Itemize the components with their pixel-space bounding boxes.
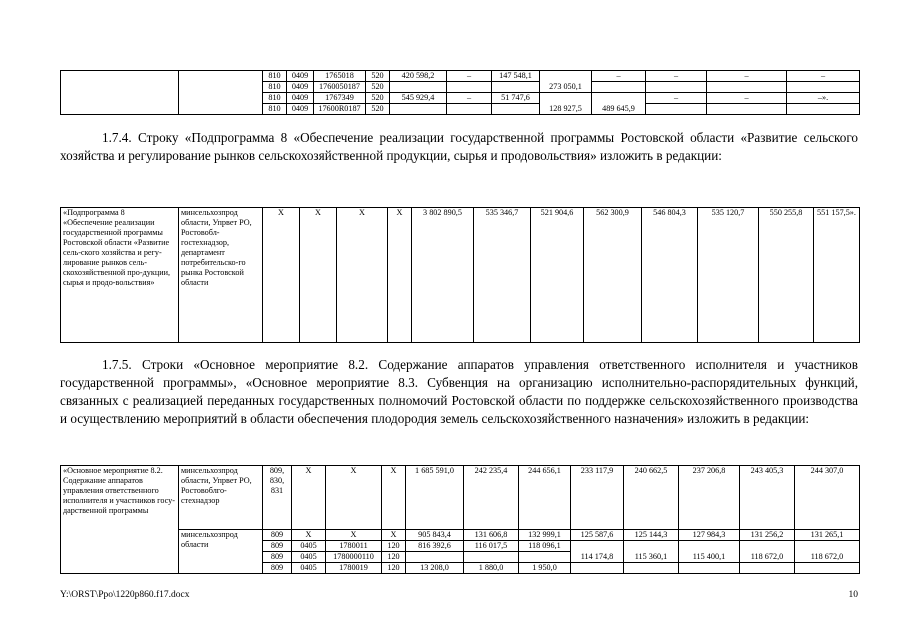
cell — [447, 104, 492, 115]
table-top — [60, 70, 860, 115]
paragraph-1-7-5: 1.7.5. Строки «Основное мероприятие 8.2. Содержание аппаратов управления ответственного исполнителя и участников государственной программы», «Основное мероприятие 8.3. Субвенция на организацию исполнительно-распорядительных функций, связанных с реализацией переданных государственных полномочий Ростовской области по поддержке сельскохозяйственного производства и осуществлению мероприятий в области обеспечения плодородия земель сельскохозяйственного назначения» изложить в редакции: — [60, 357, 858, 426]
cell: Х — [326, 530, 382, 541]
cell: 546 804,3 — [642, 208, 698, 343]
cell: 125 144,3 — [624, 530, 679, 541]
cell: 0409 — [287, 93, 314, 104]
cell: 118 672,0 — [740, 541, 795, 563]
cell: Х — [382, 466, 406, 530]
cell: 120 — [382, 552, 406, 563]
cell: – — [787, 71, 860, 82]
cell — [571, 563, 624, 574]
cell: – — [646, 71, 707, 82]
cell — [646, 82, 707, 93]
cell — [707, 82, 787, 93]
cell — [679, 563, 740, 574]
cell: 237 206,8 — [679, 466, 740, 530]
cell: 520 — [366, 71, 390, 82]
cell — [624, 563, 679, 574]
cell: 0409 — [287, 71, 314, 82]
cell: 1765018 — [314, 71, 366, 82]
cell — [492, 82, 540, 93]
cell: 521 904,6 — [531, 208, 584, 343]
cell: – — [707, 93, 787, 104]
cell: – — [646, 93, 707, 104]
cell: 131 606,8 — [464, 530, 519, 541]
cell — [390, 104, 447, 115]
cell: Х — [382, 530, 406, 541]
cell — [519, 552, 571, 563]
row-name: «Основное мероприятие 8.2. Содержание аппаратов управления ответственного исполнителя и участников госу-дарственной программы — [61, 466, 179, 574]
cell: 810 — [263, 93, 287, 104]
cell — [464, 552, 519, 563]
cell: 562 300,9 — [584, 208, 642, 343]
cell: 520 — [366, 104, 390, 115]
cell: 114 174,8 — [571, 541, 624, 563]
cell — [787, 104, 860, 115]
cell: 233 117,9 — [571, 466, 624, 530]
cell: 420 598,2 — [390, 71, 447, 82]
cell: 816 392,6 — [406, 541, 464, 552]
cell: – — [592, 71, 646, 82]
cell: –». — [787, 93, 860, 104]
cell: Х — [300, 208, 337, 343]
cell: 545 929,4 — [390, 93, 447, 104]
cell — [740, 563, 795, 574]
cell: 13 208,0 — [406, 563, 464, 574]
cell: 131 265,1 — [795, 530, 860, 541]
table-measure-8-2 — [60, 465, 860, 574]
cell: – — [707, 71, 787, 82]
cell: 1780019 — [326, 563, 382, 574]
cell — [61, 71, 179, 115]
cell: 118 096,1 — [519, 541, 571, 552]
cell: 120 — [382, 541, 406, 552]
cell: – — [447, 71, 492, 82]
cell: 244 307,0 — [795, 466, 860, 530]
cell: 905 843,4 — [406, 530, 464, 541]
cell: 810 — [263, 82, 287, 93]
cell: 0405 — [292, 541, 326, 552]
cell: 489 645,9 — [592, 93, 646, 115]
cell: 1780000110 — [326, 552, 382, 563]
cell: 1780011 — [326, 541, 382, 552]
cell — [646, 104, 707, 115]
cell: 1767349 — [314, 93, 366, 104]
cell: 809 — [263, 563, 292, 574]
table-row — [61, 208, 860, 343]
cell: Х — [292, 466, 326, 530]
cell: 1760050187 — [314, 82, 366, 93]
cell: 0405 — [292, 563, 326, 574]
cell — [492, 104, 540, 115]
cell — [592, 82, 646, 93]
table-subprogram-8 — [60, 207, 860, 343]
cell: 809 — [263, 552, 292, 563]
cell: Х — [263, 208, 300, 343]
cell: Х — [388, 208, 412, 343]
cell: 810 — [263, 104, 287, 115]
row-name: «Подпрограмма 8 «Обеспечение реализации государственной программы Ростовской области «Развитие сель-ского хозяйства и регу-лирование рынков сель-скохозяйственной про-дукции, сырья и продо-вольствия» — [61, 208, 179, 343]
cell: 0405 — [292, 552, 326, 563]
table-row — [61, 466, 860, 530]
cell: Х — [326, 466, 382, 530]
cell: 131 256,2 — [740, 530, 795, 541]
cell — [447, 82, 492, 93]
page-number: 10 — [848, 590, 858, 600]
cell: 243 405,3 — [740, 466, 795, 530]
cell: 116 017,5 — [464, 541, 519, 552]
cell: 1 880,0 — [464, 563, 519, 574]
footer-file-path: Y:\ORST\Ppo\1220p860.f17.docx — [60, 590, 190, 600]
cell: 273 050,1 — [540, 71, 592, 93]
cell: 147 548,1 — [492, 71, 540, 82]
cell: 115 360,1 — [624, 541, 679, 563]
cell: 809 — [263, 530, 292, 541]
cell — [707, 104, 787, 115]
executor: минсельхозпрод области, Упрвет РО, Ростовобл-гостехнадзор, департамент потребительско-го рынка Ростовской области — [179, 208, 263, 343]
cell: 125 587,6 — [571, 530, 624, 541]
cell: 120 — [382, 563, 406, 574]
cell: 520 — [366, 82, 390, 93]
cell: 3 802 890,5 — [412, 208, 474, 343]
cell: 535 346,7 — [474, 208, 531, 343]
cell: 242 235,4 — [464, 466, 519, 530]
cell: 127 984,3 — [679, 530, 740, 541]
cell: 132 999,1 — [519, 530, 571, 541]
cell: 0409 — [287, 82, 314, 93]
executor: минсельхозпрод области, Упрвет РО, Ростовоблго-стехнадзор — [179, 466, 263, 530]
cell — [179, 71, 263, 115]
cell: 17600R0187 — [314, 104, 366, 115]
executor: минсельхозпрод области — [179, 530, 263, 574]
cell: 520 — [366, 93, 390, 104]
cell: Х — [337, 208, 388, 343]
cell: 115 400,1 — [679, 541, 740, 563]
cell: – — [447, 93, 492, 104]
cell: 1 685 591,0 — [406, 466, 464, 530]
cell: 551 157,5». — [814, 208, 860, 343]
cell: Х — [292, 530, 326, 541]
cell — [787, 82, 860, 93]
cell: 535 120,7 — [698, 208, 759, 343]
cell: 809 — [263, 541, 292, 552]
cell: 0409 — [287, 104, 314, 115]
paragraph-1-7-4: 1.7.4. Строку «Подпрограмма 8 «Обеспечение реализации государственной программы Ростовской области «Развитие сельского хозяйства и регулирование рынков сельскохозяйственной продукции, сырья и продовольствия» изложить в редакции: — [60, 130, 858, 163]
table-row — [61, 530, 860, 541]
cell — [390, 82, 447, 93]
cell — [795, 563, 860, 574]
cell: 1 950,0 — [519, 563, 571, 574]
cell: 809, 830, 831 — [263, 466, 292, 530]
cell: 810 — [263, 71, 287, 82]
cell: 118 672,0 — [795, 541, 860, 563]
table-row — [61, 71, 860, 82]
cell: 51 747,6 — [492, 93, 540, 104]
cell — [406, 552, 464, 563]
cell: 240 662,5 — [624, 466, 679, 530]
cell: 550 255,8 — [759, 208, 814, 343]
cell: 244 656,1 — [519, 466, 571, 530]
cell: 128 927,5 — [540, 93, 592, 115]
